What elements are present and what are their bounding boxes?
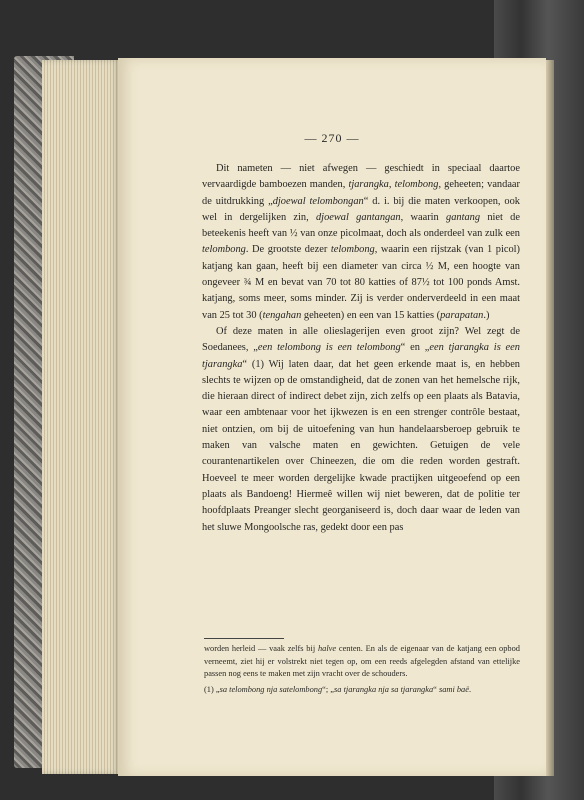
italic-text: telombong (202, 244, 246, 256)
text-run: “ (1) Wij laten daar, dat het geen erkende maat is, en hebben slechts te wijzen op de omstandigheid, dat de zonen van het hemelsche rijk, die hieraan direct of indirect debet zijn, zich zelfs op een plaats als Batavia, waar een ambtenaar voor het ijkwezen is en een strenger contrôle bestaat, niet ontzien, om bij de uitoefening van hun handelaarsberoep gebruik te maken van valsche maten en gewichten. Getuigen de vele courantenartikelen over Chineezen, die om die reden worden gestraft. Hoeveel te meer worden dergelijke kwade practijken uitgeoefend op een plaats als Bandoeng! Hiermeê willen wij niet beweren, dat de politie ter hoofdplaats Preanger slecht georganiseerd is, doch daar waar de leden van het sluwe Mongoolsche ras, gedekt door een pas (202, 358, 520, 533)
text-run: , geheeten; vandaar de uitdrukking „ (202, 179, 521, 207)
text-run: “ d. i. bij die maten verkoopen, ook wel in dergelijken zin, (202, 195, 520, 223)
italic-text: sa tjarangka nja sa tjarangka (334, 684, 434, 694)
paragraph (202, 161, 520, 324)
italic-text: sami baë (438, 684, 469, 694)
text-run: “; „ (322, 684, 335, 694)
text-run: geheeten) en een van 15 katties ( (301, 309, 441, 321)
italic-text: halve (317, 644, 337, 653)
footnotes (204, 643, 520, 699)
text-run: “ en „ (400, 342, 430, 354)
footnote-rule (204, 638, 284, 639)
text-run: , (388, 179, 395, 191)
text-run: Dit nameten — niet afwegen — geschiedt in speciaal daartoe vervaardigde bamboezen manden, (202, 163, 520, 191)
page-number: — 270 — (304, 131, 360, 145)
text-run: “ (433, 684, 439, 694)
italic-text: tjarangka (348, 179, 389, 191)
text-run: worden herleid — vaak zelfs bij (204, 644, 318, 653)
italic-text: een tjarangka is een tjarangka (202, 342, 520, 370)
footnote (204, 643, 520, 681)
page-right-edge (546, 60, 554, 776)
text-run: Of deze maten in alle olieslagerijen even groot zijn? Wel zegt de Soedanees, „ (202, 325, 520, 354)
text-run: , waarin een rijstzak (van 1 picol) katjang kan gaan, heeft bij een diameter van circa ½ M, een hoogte van ongeveer ¾ M en bevat van 70 tot 80 katties of 87½ tot 100 ponds Amst. katjang, soms meer, soms minder. Zij is verder onderverdeeld in een maat van 25 tot 30 ( (202, 244, 520, 321)
text-run: centen. En als de eigenaar van de katjang een opbod verneemt, ziet hij er volstrekt niet tegen op, om een reeds afgelegden afstand van ettelijke passen nog eens te maken met zijn vracht over de schouders. (204, 644, 520, 679)
italic-text: telombong (394, 179, 439, 191)
text-run: niet de beteekenis heeft van ½ van onze picolmaat, doch als onderdeel van zulk een (202, 211, 520, 240)
book-page (118, 58, 546, 776)
text-run: . (468, 684, 472, 694)
italic-text: sa telombong nja satelombong (219, 684, 323, 694)
text-run: , waarin (400, 211, 447, 223)
italic-text: tengahan (262, 309, 302, 321)
italic-text: djoewal gantangan (315, 211, 401, 223)
text-run: (1) „ (204, 684, 220, 694)
text-run: .) (483, 309, 490, 321)
italic-text: telombong (330, 244, 375, 256)
body-text (202, 161, 520, 536)
page-edges (42, 60, 120, 774)
footnote (204, 684, 520, 697)
italic-text: djoewal telombongan (272, 195, 364, 207)
italic-text: gantang (446, 211, 481, 223)
paragraph (202, 324, 520, 536)
italic-text: parapatan (440, 309, 484, 321)
italic-text: een telombong is een telombong (257, 342, 401, 354)
text-run: . De grootste dezer (245, 244, 331, 256)
